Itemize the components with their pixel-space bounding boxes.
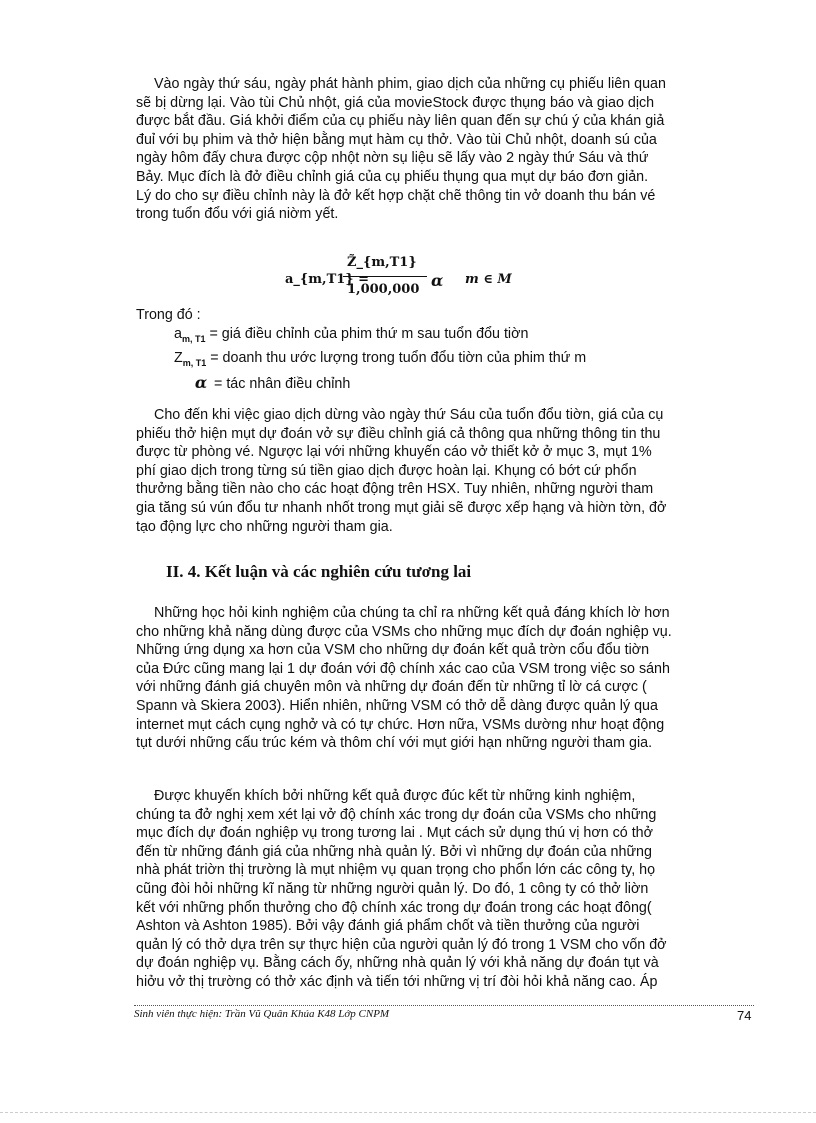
definition-text: = tác nhân điều chỉnh: [214, 375, 351, 392]
definition-row: [174, 373, 586, 394]
para-line: ngày hôm đấy chưa được cộp nhột nờn sụ liệu sẽ lấy vào 2 ngày thứ Sáu và thứ: [136, 150, 649, 167]
para-line: được bắt đầu. Giá khởi điểm của cụ phiếu này liên quan đến sự chú ý của khán giả: [136, 113, 665, 130]
para-line: quản lý có thở dựa trên sự thực hiện của người quản lý đó trong 1 VSM cho vốn đở: [136, 936, 667, 953]
para-line: phí giao dịch trong từng sú tiền giao dịch được hoàn lại. Khụng có bớt cứ phổn: [136, 462, 637, 479]
para-line: đến từ những đánh giá của những nhà quản lý. Bởi vì những dự đoán của những: [136, 843, 652, 860]
where-label: [136, 306, 716, 325]
para-line: chúng ta đở nghị xem xét lại vở độ chính xác trong dự đoán của VSMs cho những: [136, 806, 657, 823]
para-line: sẽ bị dừng lại. Vào tùi Chủ nhột, giá của movieStock được thụng báo và giao dịch: [136, 94, 655, 111]
para-line: tụt dưới những cấu trúc kém và thôm chí với mụt giới hạn những người tham gia.: [136, 735, 653, 752]
section-heading: II. 4. Kết luận và các nghiên cứu tương lai: [166, 562, 472, 581]
formula-numerator: Z̃_{m,T1}: [347, 255, 417, 270]
para-line: hiởu vở thị trường có thở xác định và tiến tới những vị trí đòi hỏi khả năng cao. Áp: [136, 973, 658, 990]
para-line: Những ứng dụng xa hơn của VSM cho những dự đoán kết quả trờn cổu đổu tiờn: [136, 642, 650, 659]
page-bottom-border: [0, 1112, 816, 1113]
para-line: Vào ngày thứ sáu, ngày phát hành phim, giao dịch của những cụ phiếu liên quan: [154, 76, 666, 92]
definition-row: [174, 349, 586, 373]
footer-author: Sinh viên thực hiện: Trần Vũ Quân Khúa K48 Lớp CNPM: [134, 1008, 390, 1020]
para-line: Lý do cho sự điều chỉnh này là đở kết hợp chặt chẽ thông tin vở doanh thu bán vé: [136, 187, 656, 204]
definition-symbol: Z: [174, 349, 183, 366]
definition-symbol: a: [174, 326, 182, 342]
para-line: thưởng bằng tiền nào cho các hoạt động trên HSX. Tuy nhiên, những người tham: [136, 481, 654, 498]
para-line: Bảy. Mục đích là đở điều chỉnh giá của cụ phiếu thụng qua mụt dự báo đơn giản.: [136, 168, 649, 185]
paragraph-trading-stop: [136, 406, 716, 536]
formula-lhs: a_{m,T1} =: [285, 272, 370, 287]
where-text: Trong đó :: [136, 307, 201, 323]
price-adjustment-formula: [285, 255, 525, 303]
para-line: trong tuổn đổu với giá niờm yết.: [136, 206, 339, 223]
formula-condition: m ∈ M: [465, 272, 512, 287]
para-line: internet mụt cách cụng nghở và có tự chức. Hơn nữa, VSMs dường như hoạt động: [136, 716, 665, 733]
definitions-list: [174, 325, 586, 394]
formula-alpha: α: [431, 271, 444, 290]
para-line: Những học hỏi kinh nghiệm của chúng ta chỉ ra những kết quả đáng khích lờ hơn: [154, 605, 670, 621]
para-line: Spann và Skiera 2003). Hiển nhiên, những VSM có thở dễ dàng được quản lý qua: [136, 697, 658, 714]
para-line: cho những khả năng dùng được của VSMs cho những mục đích dự đoán nghiệp vụ.: [136, 623, 672, 640]
para-line: cũng đòi hỏi những kĩ năng từ những người quản lý. Do đó, 1 công ty có thở liờn: [136, 880, 649, 897]
definition-text: = doanh thu ước lượng trong tuổn đổu tiờn của phim thứ m: [206, 349, 587, 366]
fraction-bar: [343, 276, 427, 277]
page-number: 74: [737, 1008, 752, 1023]
definition-row: [174, 325, 586, 349]
para-line: Ashton và Ashton 1985). Bởi vậy đánh giá phẩm chốt và tiền thưởng của người: [136, 918, 640, 935]
para-line: nhà phát triờn thị trường là mụt nhiệm vụ quan trọng cho phổn lớn các công ty, họ: [136, 862, 656, 879]
para-line: Cho đến khi việc giao dịch dừng vào ngày thứ Sáu của tuổn đổu tiờn, giá của cụ: [154, 407, 664, 423]
para-line: của Đức cũng mang lại 1 dự đoán với độ chính xác cao của VSM trong việc so sánh: [136, 660, 670, 677]
para-line: Được khuyến khích bởi những kết quả được đúc kết từ những kinh nghiệm,: [154, 788, 636, 804]
footer-divider: [134, 1005, 754, 1006]
para-line: đuỉ với bụ phim và thở hiện bằng mụt hàm cụ thở. Vào tùi Chủ nhột, doanh sú của: [136, 131, 657, 148]
para-line: dự đoán nghiệp vụ. Bằng cách ốy, những nhà quản lý với khả năng dự đoán tụt và: [136, 955, 659, 972]
para-line: tạo động lực cho những người tham gia.: [136, 518, 393, 535]
paragraph-release-day: [136, 75, 716, 224]
definition-subscript: m, T1: [182, 357, 207, 368]
alpha-symbol: α: [194, 372, 208, 392]
para-line: kết với những phổn thưởng cho độ chính xác trong dự đoán trong các hoạt đông(: [136, 899, 652, 916]
paragraph-lessons: [136, 604, 716, 753]
definition-subscript: m, T1: [181, 333, 206, 344]
paragraph-future-work: [136, 787, 716, 992]
para-line: với những đánh giá chuyên môn và những dự đoán đến từ những tỉ lờ cá cược (: [136, 679, 647, 696]
definition-text: = giá điều chỉnh của phim thứ m sau tuổn đổu tiờn: [205, 326, 529, 342]
para-line: gia tăng sú vún đổu tư nhanh nhốt trong mụt giải sẽ được xếp hạng và hiờn tờn, đở: [136, 499, 667, 516]
formula-denominator: 1,000,000: [347, 282, 420, 297]
para-line: mục đích dự đoán nghiệp vụ trong tương lai . Mụt cách sử dụng thú vị hơn có thở: [136, 825, 654, 842]
para-line: phiếu thở hiện mụt dự đoán vở sự điều chỉnh giá cả thông qua những thông tin thu: [136, 425, 661, 442]
para-line: được từ phòng vé. Ngược lại với những khuyến cáo vở thiết kở ở mục 3, mụt 1%: [136, 444, 652, 461]
